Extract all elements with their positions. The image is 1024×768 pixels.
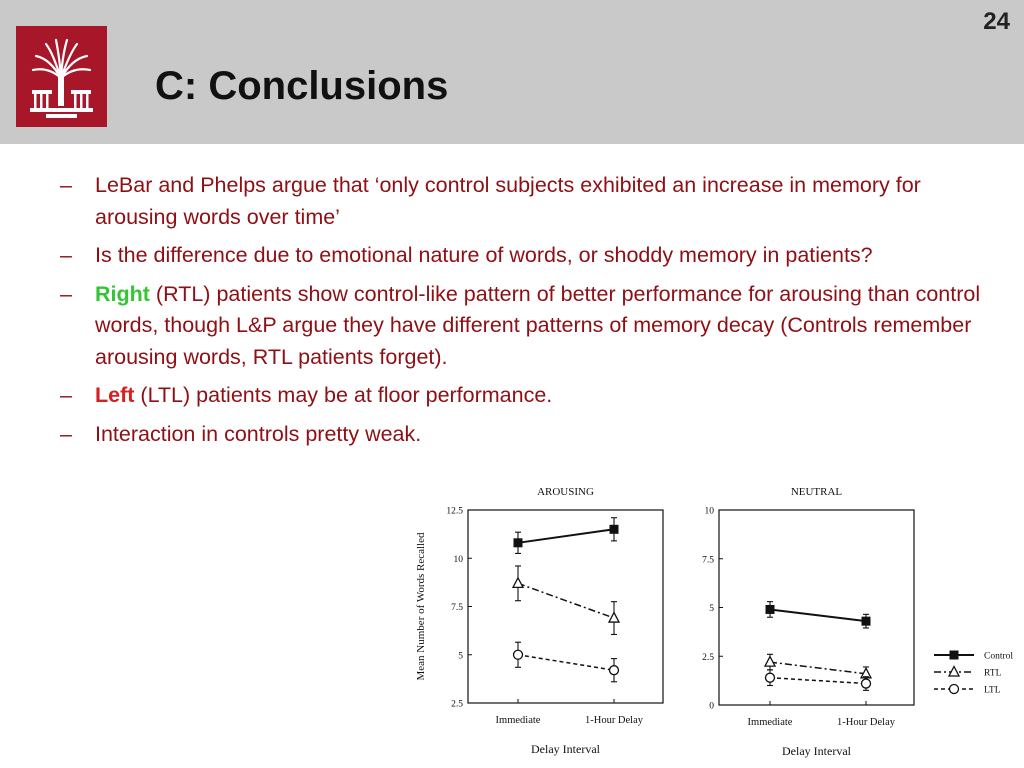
data-point-control	[610, 525, 619, 534]
slide-number: 24	[983, 8, 1010, 35]
y-axis-label: Mean Number of Words Recalled	[415, 532, 427, 681]
series-line-control	[518, 529, 614, 543]
bullet-text: (LTL) patients may be at floor performance.	[140, 383, 553, 407]
data-point-ltl	[766, 673, 775, 682]
data-point-rtl	[513, 578, 523, 588]
bullet-dash: –	[60, 281, 72, 306]
x-tick-label: 1-Hour Delay	[836, 717, 896, 728]
chart-title: AROUSING	[537, 486, 594, 498]
series-line-rtl	[518, 583, 614, 618]
x-axis-label: Delay Interval	[531, 742, 600, 756]
bullet-dash: –	[60, 421, 72, 446]
data-point-ltl	[862, 679, 871, 688]
bullet-item	[60, 279, 990, 374]
data-point-control	[766, 605, 775, 614]
right-highlight: Right	[95, 281, 150, 306]
memory-figure	[404, 477, 1024, 768]
y-tick-label: 2.5	[451, 699, 463, 710]
x-tick-label: 1-Hour Delay	[584, 715, 644, 726]
bullet-text: LeBar and Phelps argue that ‘only control subjects exhibited an increase in memory for arousing words over time’	[95, 173, 921, 229]
y-tick-label: 5	[458, 651, 463, 662]
bullet-item	[60, 170, 990, 233]
y-tick-label: 10	[704, 506, 714, 517]
bullet-text: (RTL) patients show control-like pattern of better performance for arousing than control words, though L&P argue they have different patterns of memory decay (Controls remember arousing words, RTL patients forget).	[95, 281, 981, 369]
series-line-ltl	[518, 655, 614, 670]
data-point-ltl	[610, 666, 619, 675]
bullet-item	[60, 380, 990, 412]
bullet-text: Is the difference due to emotional nature of words, or shoddy memory in patients?	[95, 243, 873, 267]
y-tick-label: 7.5	[451, 603, 463, 613]
slide-title: C: Conclusions	[155, 64, 449, 108]
bullet-item	[60, 419, 990, 451]
slide-header	[0, 0, 1024, 144]
bullet-dash: –	[60, 173, 72, 197]
logo-graphic	[16, 26, 107, 127]
y-tick-label: 2.5	[702, 652, 714, 663]
plot-frame	[719, 510, 914, 705]
data-point-rtl	[609, 613, 619, 623]
y-tick-label: 0	[709, 701, 714, 712]
legend-marker-ltl	[950, 685, 959, 694]
palmetto-tree-seal-icon	[16, 26, 107, 127]
y-tick-label: 10	[453, 554, 463, 565]
data-point-ltl	[514, 650, 523, 659]
x-tick-label: Immediate	[495, 715, 541, 726]
left-highlight: Left	[95, 383, 135, 407]
data-point-control	[514, 538, 523, 547]
bullet-item	[60, 240, 990, 272]
bullet-text: Interaction in controls pretty weak.	[95, 421, 422, 446]
legend-label: Control	[984, 651, 1014, 662]
legend-label: RTL	[984, 668, 1002, 679]
x-tick-label: Immediate	[747, 717, 793, 728]
series-line-control	[770, 609, 866, 621]
legend-label: LTL	[984, 685, 1001, 696]
chart-title: NEUTRAL	[790, 486, 843, 498]
plot-frame	[468, 510, 663, 703]
legend-marker-control	[950, 651, 959, 660]
x-axis-label: Delay Interval	[782, 744, 851, 758]
y-tick-label: 5	[709, 604, 714, 614]
bullet-dash: –	[60, 243, 72, 267]
data-point-rtl	[765, 657, 775, 667]
series-line-ltl	[770, 678, 866, 684]
data-point-control	[862, 617, 871, 626]
memory-charts	[404, 477, 1024, 768]
bullet-list	[60, 170, 990, 457]
bullet-dash: –	[60, 383, 72, 407]
series-line-rtl	[770, 662, 866, 674]
y-tick-label: 7.5	[702, 555, 714, 566]
y-tick-label: 12.5	[446, 506, 463, 517]
legend-marker-rtl	[949, 667, 959, 677]
